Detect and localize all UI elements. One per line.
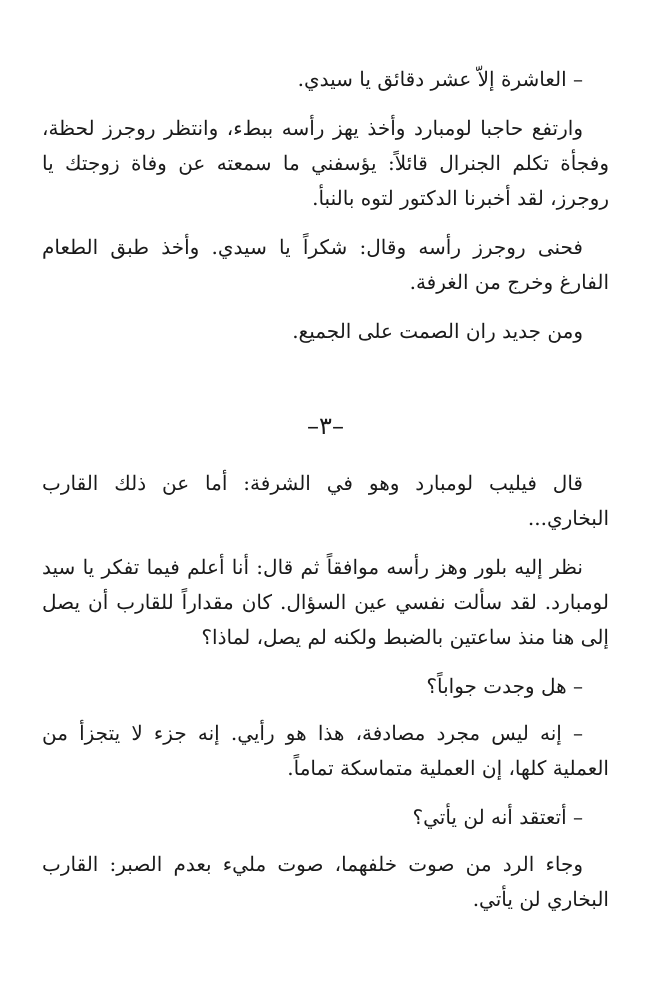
paragraph: ومن جديد ران الصمت على الجميع. [292,319,583,343]
dialogue-line: – العاشرة إلاّ عشر دقائق يا سيدي. [297,67,583,91]
section-number: –٣– [307,412,344,440]
dialogue-line: – إنه ليس مجرد مصادفة، هذا هو رأيي. إنه جزء لا يتجزأ من العملية كلها، إن العملية متماسكة تماماً. [42,721,609,780]
paragraph: فحنى روجرز رأسه وقال: شكراً يا سيدي. وأخذ طبق الطعام الفارغ وخرج من الغرفة. [42,235,609,294]
dialogue-line: – أتعتقد أنه لن يأتي؟ [412,805,583,829]
paragraph: وارتفع حاجبا لومبارد وأخذ يهز رأسه ببطء، وانتظر روجرز لحظة، وفجأة تكلم الجنرال قائلاً: يؤسفني ما سمعته عن وفاة زوجتك يا روجرز، لقد أخبرنا الدكتور لتوه بالنبأ. [42,116,609,210]
paragraph: وجاء الرد من صوت خلفهما، صوت مليء بعدم الصبر: القارب البخاري لن يأتي. [42,852,609,911]
dialogue-line: – هل وجدت جواباً؟ [426,674,583,698]
book-page [42,62,609,931]
paragraph: قال فيليب لومبارد وهو في الشرفة: أما عن ذلك القارب البخاري... [42,471,609,530]
paragraph: نظر إليه بلور وهز رأسه موافقاً ثم قال: أنا أعلم فيما تفكر يا سيد لومبارد. لقد سألت نفسي عين السؤال. كان مقداراً للقارب أن يصل إلى هنا منذ ساعتين بالضبط ولكنه لم يصل، لماذا؟ [42,555,609,649]
